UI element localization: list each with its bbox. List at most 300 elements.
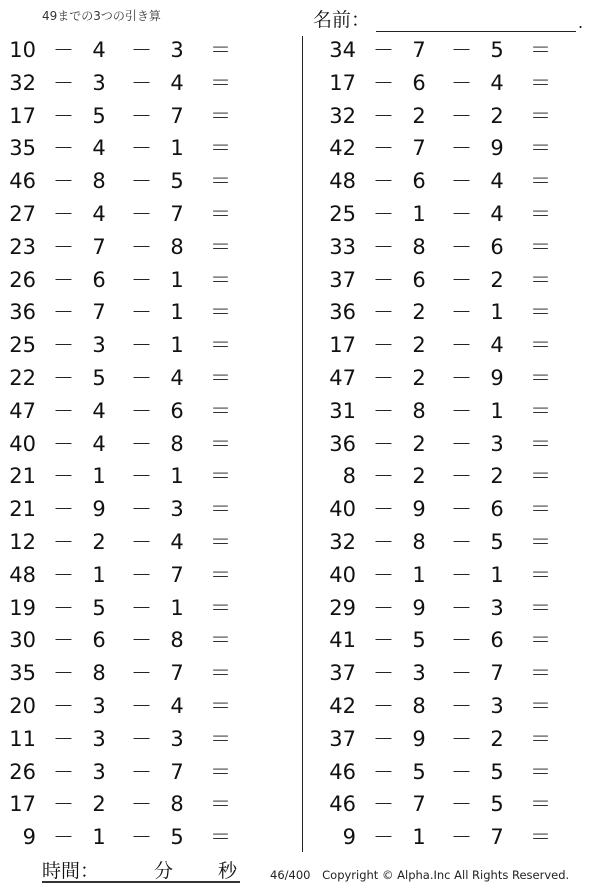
equals-sign: ＝ [530, 628, 551, 653]
equals-sign: ＝ [530, 661, 551, 686]
equals-sign: ＝ [530, 464, 551, 489]
minus-sign: － [451, 693, 472, 718]
minuend: 40 [329, 497, 356, 522]
problem-row [320, 624, 600, 657]
minus-sign: － [53, 300, 74, 325]
minus-sign: － [373, 169, 394, 194]
problem-row [320, 526, 600, 559]
subtrahend-1: 3 [92, 726, 106, 751]
subtrahend-1: 8 [412, 398, 426, 423]
minuend: 22 [9, 365, 36, 390]
minuend: 32 [329, 529, 356, 554]
problem-row [0, 231, 300, 264]
minuend: 30 [9, 628, 36, 653]
subtrahend-1: 6 [412, 267, 426, 292]
minus-sign: － [451, 628, 472, 653]
minuend: 48 [329, 169, 356, 194]
minus-sign: － [131, 300, 152, 325]
minuend: 9 [342, 825, 356, 850]
subtrahend-2: 7 [490, 825, 504, 850]
problem-row [0, 100, 300, 133]
minus-sign: － [451, 726, 472, 751]
subtrahend-1: 5 [412, 628, 426, 653]
minus-sign: － [373, 38, 394, 62]
subtrahend-2: 1 [170, 136, 184, 161]
equals-sign: ＝ [210, 431, 231, 456]
minus-sign: － [451, 759, 472, 784]
minus-sign: － [373, 825, 394, 850]
minus-sign: － [373, 562, 394, 587]
minus-sign: － [53, 201, 74, 226]
minus-sign: － [131, 693, 152, 718]
subtrahend-1: 6 [412, 169, 426, 194]
minuend: 17 [9, 103, 36, 128]
minus-sign: － [373, 726, 394, 751]
minus-sign: － [373, 759, 394, 784]
problem-row [320, 198, 600, 231]
minuend: 25 [329, 201, 356, 226]
minus-sign: － [373, 398, 394, 423]
equals-sign: ＝ [210, 693, 231, 718]
problem-row [320, 165, 600, 198]
minus-sign: － [373, 464, 394, 489]
minuend: 32 [9, 70, 36, 95]
minuend: 46 [9, 169, 36, 194]
minus-sign: － [373, 628, 394, 653]
minus-sign: － [131, 464, 152, 489]
problem-row [320, 231, 600, 264]
minuend: 36 [329, 300, 356, 325]
minus-sign: － [373, 103, 394, 128]
problem-row [320, 788, 600, 821]
subtrahend-1: 4 [92, 136, 106, 161]
minus-sign: － [451, 136, 472, 161]
minus-sign: － [451, 333, 472, 358]
minus-sign: － [131, 497, 152, 522]
subtrahend-1: 8 [412, 529, 426, 554]
subtrahend-2: 1 [490, 398, 504, 423]
minus-sign: － [451, 398, 472, 423]
minus-sign: － [53, 103, 74, 128]
minus-sign: － [53, 169, 74, 194]
minus-sign: － [131, 661, 152, 686]
equals-sign: ＝ [210, 267, 231, 292]
subtrahend-1: 8 [92, 169, 106, 194]
minuend: 36 [329, 431, 356, 456]
minus-sign: － [131, 103, 152, 128]
minus-sign: － [53, 595, 74, 620]
subtrahend-2: 7 [170, 562, 184, 587]
subtrahend-1: 9 [412, 497, 426, 522]
problem-row [0, 329, 300, 362]
problem-row [0, 788, 300, 821]
problem-row [0, 821, 300, 854]
subtrahend-1: 2 [92, 792, 106, 817]
problem-row [0, 67, 300, 100]
minus-sign: － [131, 792, 152, 817]
minus-sign: － [451, 497, 472, 522]
subtrahend-1: 1 [412, 825, 426, 850]
subtrahend-1: 9 [412, 726, 426, 751]
minus-sign: － [53, 136, 74, 161]
problem-row [320, 395, 600, 428]
equals-sign: ＝ [210, 398, 231, 423]
minus-sign: － [373, 333, 394, 358]
minuend: 37 [329, 661, 356, 686]
subtrahend-2: 4 [490, 201, 504, 226]
subtrahend-2: 7 [170, 661, 184, 686]
problem-row [0, 132, 300, 165]
equals-sign: ＝ [530, 726, 551, 751]
problem-row [0, 657, 300, 690]
problem-row [0, 362, 300, 395]
subtrahend-2: 1 [170, 464, 184, 489]
subtrahend-1: 5 [92, 595, 106, 620]
time-record [42, 856, 240, 883]
minus-sign: － [451, 169, 472, 194]
minus-sign: － [53, 333, 74, 358]
equals-sign: ＝ [530, 595, 551, 620]
equals-sign: ＝ [210, 792, 231, 817]
subtrahend-2: 5 [490, 38, 504, 62]
minuend: 36 [9, 300, 36, 325]
subtrahend-1: 4 [92, 38, 106, 62]
minus-sign: － [451, 431, 472, 456]
footer-info [270, 868, 569, 882]
problem-row [0, 460, 300, 493]
problem-row [0, 296, 300, 329]
equals-sign: ＝ [210, 464, 231, 489]
minuend: 40 [9, 431, 36, 456]
minuend: 20 [9, 693, 36, 718]
equals-sign: ＝ [530, 825, 551, 850]
minus-sign: － [131, 234, 152, 259]
problem-row [320, 296, 600, 329]
subtrahend-2: 3 [170, 497, 184, 522]
subtrahend-1: 5 [412, 759, 426, 784]
minuend: 37 [329, 726, 356, 751]
subtrahend-1: 8 [412, 234, 426, 259]
equals-sign: ＝ [530, 497, 551, 522]
subtrahend-1: 1 [412, 201, 426, 226]
minus-sign: － [451, 103, 472, 128]
equals-sign: ＝ [210, 38, 231, 62]
equals-sign: ＝ [210, 825, 231, 850]
problem-row [320, 34, 600, 67]
problem-row [0, 690, 300, 723]
equals-sign: ＝ [530, 333, 551, 358]
problem-row [320, 362, 600, 395]
minuend: 21 [9, 464, 36, 489]
subtrahend-1: 2 [92, 529, 106, 554]
minus-sign: － [373, 792, 394, 817]
minuend: 42 [329, 693, 356, 718]
minuend: 29 [329, 595, 356, 620]
subtrahend-2: 5 [490, 529, 504, 554]
equals-sign: ＝ [210, 300, 231, 325]
minuend: 23 [9, 234, 36, 259]
seconds-label: 秒 [218, 860, 238, 882]
minus-sign: － [53, 529, 74, 554]
subtrahend-1: 3 [92, 759, 106, 784]
equals-sign: ＝ [530, 792, 551, 817]
subtrahend-2: 5 [490, 792, 504, 817]
minus-sign: － [131, 267, 152, 292]
equals-sign: ＝ [530, 693, 551, 718]
minus-sign: － [131, 431, 152, 456]
minus-sign: － [131, 759, 152, 784]
minuend: 35 [9, 136, 36, 161]
minus-sign: － [131, 70, 152, 95]
problem-row [320, 100, 600, 133]
subtrahend-2: 8 [170, 431, 184, 456]
subtrahend-2: 7 [170, 103, 184, 128]
minus-sign: － [373, 529, 394, 554]
equals-sign: ＝ [530, 267, 551, 292]
equals-sign: ＝ [210, 234, 231, 259]
equals-sign: ＝ [530, 103, 551, 128]
problem-row [320, 460, 600, 493]
subtrahend-2: 3 [170, 726, 184, 751]
equals-sign: ＝ [210, 628, 231, 653]
equals-sign: ＝ [210, 169, 231, 194]
copyright-text: Copyright © Alpha.Inc All Rights Reserved. [322, 868, 570, 882]
subtrahend-1: 9 [92, 497, 106, 522]
minuend: 12 [9, 529, 36, 554]
minuend: 35 [9, 661, 36, 686]
minus-sign: － [53, 792, 74, 817]
equals-sign: ＝ [210, 726, 231, 751]
minuend: 31 [329, 398, 356, 423]
right-problem-column [320, 34, 600, 854]
subtrahend-1: 1 [92, 825, 106, 850]
problem-row [0, 34, 300, 67]
subtrahend-2: 1 [170, 333, 184, 358]
minus-sign: － [53, 628, 74, 653]
minuend: 17 [329, 70, 356, 95]
subtrahend-2: 4 [490, 333, 504, 358]
problem-row [320, 67, 600, 100]
equals-sign: ＝ [530, 234, 551, 259]
minus-sign: － [373, 661, 394, 686]
equals-sign: ＝ [210, 661, 231, 686]
minus-sign: － [451, 234, 472, 259]
minus-sign: － [451, 825, 472, 850]
minuend: 40 [329, 562, 356, 587]
problem-row [0, 624, 300, 657]
problem-row [0, 493, 300, 526]
minus-sign: － [53, 38, 74, 62]
subtrahend-1: 1 [92, 562, 106, 587]
subtrahend-2: 2 [490, 103, 504, 128]
name-field [313, 5, 583, 32]
minuend: 48 [9, 562, 36, 587]
problem-row [320, 657, 600, 690]
subtrahend-1: 2 [412, 431, 426, 456]
subtrahend-2: 9 [490, 136, 504, 161]
subtrahend-1: 3 [92, 693, 106, 718]
equals-sign: ＝ [210, 529, 231, 554]
minuend: 26 [9, 267, 36, 292]
subtrahend-1: 4 [92, 201, 106, 226]
problem-row [0, 723, 300, 756]
minuend: 17 [9, 792, 36, 817]
equals-sign: ＝ [530, 169, 551, 194]
minuend: 37 [329, 267, 356, 292]
equals-sign: ＝ [530, 759, 551, 784]
minuend: 21 [9, 497, 36, 522]
minutes-label: 分 [154, 860, 174, 882]
minus-sign: － [53, 234, 74, 259]
page-number: 46/400 [270, 868, 311, 882]
subtrahend-2: 8 [170, 792, 184, 817]
minus-sign: － [131, 136, 152, 161]
minus-sign: － [53, 70, 74, 95]
subtrahend-1: 6 [412, 70, 426, 95]
minus-sign: － [373, 693, 394, 718]
subtrahend-2: 1 [170, 595, 184, 620]
minus-sign: － [53, 497, 74, 522]
minus-sign: － [131, 333, 152, 358]
subtrahend-2: 7 [170, 201, 184, 226]
equals-sign: ＝ [530, 70, 551, 95]
subtrahend-2: 2 [490, 267, 504, 292]
minus-sign: － [131, 398, 152, 423]
problem-row [0, 526, 300, 559]
minuend: 33 [329, 234, 356, 259]
minus-sign: － [131, 169, 152, 194]
subtrahend-2: 6 [490, 234, 504, 259]
minuend: 46 [329, 792, 356, 817]
problem-row [320, 821, 600, 854]
problem-row [320, 756, 600, 789]
subtrahend-1: 4 [92, 431, 106, 456]
equals-sign: ＝ [530, 529, 551, 554]
minus-sign: － [53, 562, 74, 587]
minus-sign: － [451, 562, 472, 587]
minus-sign: － [131, 529, 152, 554]
problem-row [320, 559, 600, 592]
problem-row [320, 592, 600, 625]
left-problem-column [0, 34, 300, 854]
problem-row [320, 723, 600, 756]
equals-sign: ＝ [210, 103, 231, 128]
minus-sign: － [131, 38, 152, 62]
subtrahend-1: 1 [92, 464, 106, 489]
minuend: 27 [9, 201, 36, 226]
minuend: 8 [342, 464, 356, 489]
subtrahend-1: 8 [412, 693, 426, 718]
subtrahend-2: 4 [490, 70, 504, 95]
subtrahend-1: 6 [92, 267, 106, 292]
equals-sign: ＝ [530, 365, 551, 390]
minuend: 47 [9, 398, 36, 423]
minus-sign: － [53, 431, 74, 456]
minus-sign: － [53, 759, 74, 784]
minus-sign: － [373, 201, 394, 226]
subtrahend-2: 5 [490, 759, 504, 784]
subtrahend-1: 2 [412, 365, 426, 390]
minus-sign: － [131, 201, 152, 226]
minus-sign: － [53, 267, 74, 292]
subtrahend-1: 8 [92, 661, 106, 686]
problem-row [0, 264, 300, 297]
subtrahend-1: 5 [92, 103, 106, 128]
subtrahend-2: 3 [490, 693, 504, 718]
minus-sign: － [373, 300, 394, 325]
minus-sign: － [131, 365, 152, 390]
problem-row [320, 132, 600, 165]
subtrahend-2: 3 [170, 38, 184, 62]
minuend: 42 [329, 136, 356, 161]
equals-sign: ＝ [530, 431, 551, 456]
minus-sign: － [53, 398, 74, 423]
worksheet-title: 49までの3つの引き算 [42, 9, 161, 23]
subtrahend-1: 3 [92, 70, 106, 95]
subtrahend-1: 2 [412, 333, 426, 358]
problem-row [0, 395, 300, 428]
equals-sign: ＝ [210, 136, 231, 161]
equals-sign: ＝ [530, 38, 551, 62]
subtrahend-1: 1 [412, 562, 426, 587]
minuend: 41 [329, 628, 356, 653]
subtrahend-1: 2 [412, 103, 426, 128]
minus-sign: － [451, 201, 472, 226]
subtrahend-1: 7 [412, 136, 426, 161]
problem-row [320, 264, 600, 297]
subtrahend-2: 6 [490, 497, 504, 522]
problem-row [320, 329, 600, 362]
minus-sign: － [373, 267, 394, 292]
minus-sign: － [451, 267, 472, 292]
minuend: 25 [9, 333, 36, 358]
subtrahend-1: 5 [92, 365, 106, 390]
name-blank-line [376, 13, 576, 32]
equals-sign: ＝ [530, 300, 551, 325]
subtrahend-2: 6 [490, 628, 504, 653]
minus-sign: － [451, 70, 472, 95]
minus-sign: － [451, 464, 472, 489]
minus-sign: － [373, 136, 394, 161]
subtrahend-1: 7 [412, 38, 426, 62]
minus-sign: － [131, 595, 152, 620]
minus-sign: － [451, 661, 472, 686]
subtrahend-2: 9 [490, 365, 504, 390]
minus-sign: － [131, 825, 152, 850]
subtrahend-1: 6 [92, 628, 106, 653]
problem-row [320, 690, 600, 723]
minus-sign: － [373, 365, 394, 390]
equals-sign: ＝ [210, 201, 231, 226]
minuend: 46 [329, 759, 356, 784]
subtrahend-2: 7 [490, 661, 504, 686]
subtrahend-2: 3 [490, 595, 504, 620]
minuend: 9 [22, 825, 36, 850]
subtrahend-2: 8 [170, 628, 184, 653]
minus-sign: － [53, 726, 74, 751]
subtrahend-2: 1 [490, 300, 504, 325]
minus-sign: － [451, 792, 472, 817]
equals-sign: ＝ [530, 201, 551, 226]
subtrahend-2: 8 [170, 234, 184, 259]
minus-sign: － [373, 234, 394, 259]
subtrahend-1: 4 [92, 398, 106, 423]
subtrahend-2: 4 [170, 693, 184, 718]
equals-sign: ＝ [530, 398, 551, 423]
equals-sign: ＝ [210, 562, 231, 587]
subtrahend-2: 5 [170, 169, 184, 194]
minuend: 17 [329, 333, 356, 358]
